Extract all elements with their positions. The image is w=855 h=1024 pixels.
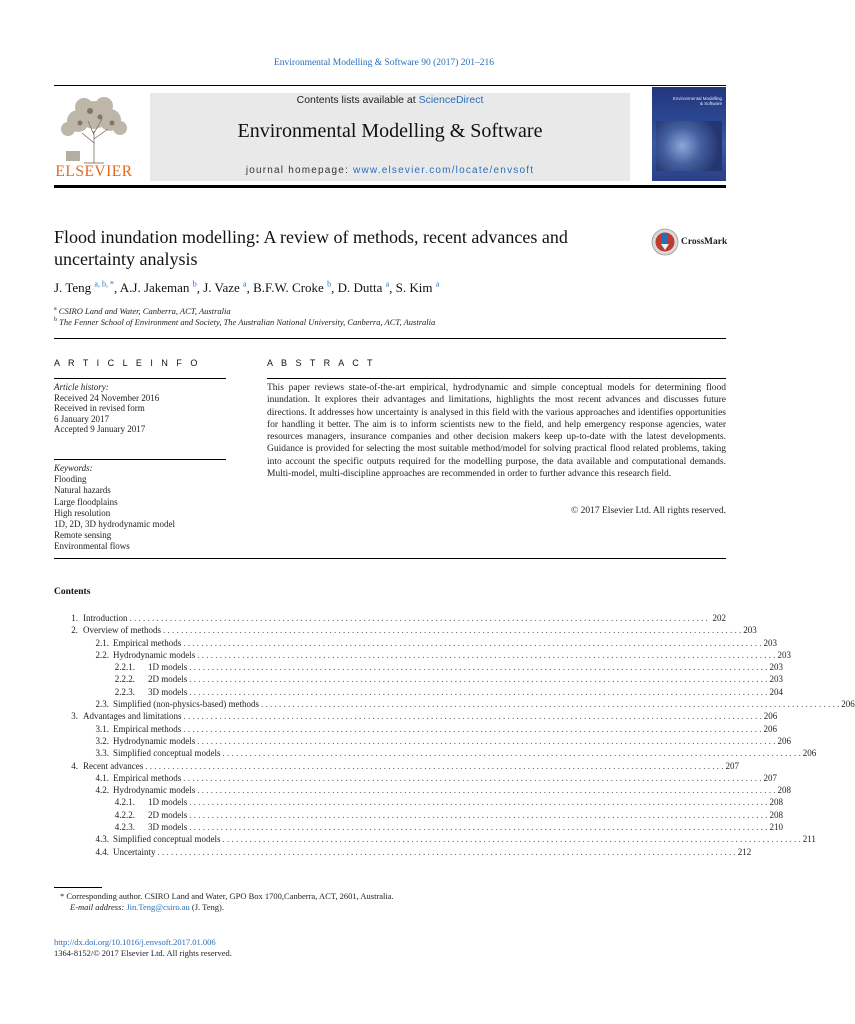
toc-leader-dots: . . . . . . . . . . . . . . . . . . . . . . . . . . . . . . . . . . . . . . . . . . . . . . . . . . . . . . . . . . . . . . . . . . . . . . . . . . . . . . . . . . . . . . . . . . . . . . . . . . . . . . . . . . . . . . . . . . . . . . . . . . . . . . . . . bbox=[222, 834, 801, 845]
toc-label: Advantages and limitations bbox=[83, 711, 182, 722]
toc-page-number: 202 bbox=[712, 613, 726, 623]
toc-entry[interactable] bbox=[54, 772, 777, 785]
keywords-label: Keywords: bbox=[54, 463, 93, 473]
toc-entry[interactable] bbox=[54, 613, 726, 625]
toc-label: 3D models bbox=[148, 686, 188, 697]
abstract-bottom-rule bbox=[54, 558, 726, 559]
toc-label: Simplified conceptual models bbox=[113, 834, 221, 845]
toc-entry[interactable] bbox=[54, 686, 783, 699]
toc-leader-dots: . . . . . . . . . . . . . . . . . . . . . . . . . . . . . . . . . . . . . . . . . . . . . . . . . . . . . . . . . . . . . . . . . . . . . . . . . . . . . . . . . . . . . . . . . . . . . . . . . . . . . . . . . . . . . . . . . . . . . . . . . . . . . . . . . bbox=[189, 662, 768, 673]
toc-page-number: 206 bbox=[802, 748, 817, 759]
homepage-prefix: journal homepage: bbox=[245, 165, 354, 176]
author[interactable]: S. Kim $^a$ bbox=[395, 280, 440, 296]
toc-label: 1D models bbox=[148, 797, 188, 808]
toc-page-number: 206 bbox=[763, 723, 777, 734]
cover-artwork bbox=[656, 121, 722, 171]
toc-page-number: 208 bbox=[769, 797, 783, 808]
toc-leader-dots: . . . . . . . . . . . . . . . . . . . . . . . . . . . . . . . . . . . . . . . . . . . . . . . . . . . . . . . . . . . . . . . . . . . . . . . . . . . . . . . . . . . . . . . . . . . . . . . . . . . . . . . . . . . . . . . . . . . . . . . . . . . . . . . . . bbox=[189, 797, 768, 808]
toc-label: 1D models bbox=[148, 662, 188, 673]
toc-leader-dots: . . . . . . . . . . . . . . . . . . . . . . . . . . . . . . . . . . . . . . . . . . . . . . . . . . . . . . . . . . . . . . . . . . . . . . . . . . . . . . . . . . . . . . . . . . . . . . . . . . . . . . . . . . . . . . . . . . . . . . . . . . . . . . . . . bbox=[157, 846, 736, 857]
toc-entry[interactable] bbox=[54, 662, 783, 674]
publisher-name: ELSEVIER bbox=[55, 163, 133, 180]
toc-page-number: 207 bbox=[763, 772, 777, 783]
toc-number: 4.4. bbox=[95, 846, 109, 857]
table-of-contents bbox=[54, 613, 855, 859]
toc-page-number: 203 bbox=[763, 637, 777, 648]
keyword: Natural hazards bbox=[54, 485, 111, 496]
toc-leader-dots: . . . . . . . . . . . . . . . . . . . . . . . . . . . . . . . . . . . . . . . . . . . . . . . . . . . . . . . . . . . . . . . . . . . . . . . . . . . . . . . . . . . . . . . . . . . . . . . . . . . . . . . . . . . . . . . . . . . . . . . . . . . . . . . . . bbox=[189, 822, 768, 833]
abstract-rule bbox=[267, 378, 726, 379]
toc-entry[interactable] bbox=[54, 711, 778, 723]
keyword: Large floodplains bbox=[54, 496, 118, 507]
toc-leader-dots: . . . . . . . . . . . . . . . . . . . . . . . . . . . . . . . . . . . . . . . . . . . . . . . . . . . . . . . . . . . . . . . . . . . . . . . . . . . . . . . . . . . . . . . . . . . . . . . . . . . . . . . . . . . . . . . . . . . . . . . . . . . . . . . . . bbox=[129, 613, 708, 623]
toc-label: Empirical methods bbox=[113, 772, 182, 783]
toc-page-number: 203 bbox=[777, 649, 791, 660]
toc-leader-dots: . . . . . . . . . . . . . . . . . . . . . . . . . . . . . . . . . . . . . . . . . . . . . . . . . . . . . . . . . . . . . . . . . . . . . . . . . . . . . . . . . . . . . . . . . . . . . . . . . . . . . . . . . . . . . . . . . . . . . . . . . . . . . . . . . bbox=[162, 625, 742, 636]
toc-page-number: 206 bbox=[841, 699, 855, 710]
toc-leader-dots: . . . . . . . . . . . . . . . . . . . . . . . . . . . . . . . . . . . . . . . . . . . . . . . . . . . . . . . . . . . . . . . . . . . . . . . . . . . . . . . . . . . . . . . . . . . . . . . . . . . . . . . . . . . . . . . . . . . . . . . . . . . . . . . . . bbox=[183, 723, 762, 734]
toc-page-number: 212 bbox=[737, 846, 752, 857]
toc-leader-dots: . . . . . . . . . . . . . . . . . . . . . . . . . . . . . . . . . . . . . . . . . . . . . . . . . . . . . . . . . . . . . . . . . . . . . . . . . . . . . . . . . . . . . . . . . . . . . . . . . . . . . . . . . . . . . . . . . . . . . . . . . . . . . . . . . bbox=[183, 711, 762, 722]
toc-entry[interactable] bbox=[54, 785, 791, 797]
toc-number: 2.2.1. bbox=[114, 662, 135, 673]
toc-leader-dots: . . . . . . . . . . . . . . . . . . . . . . . . . . . . . . . . . . . . . . . . . . . . . . . . . . . . . . . . . . . . . . . . . . . . . . . . . . . . . . . . . . . . . . . . . . . . . . . . . . . . . . . . . . . . . . . . . . . . . . . . . . . . . . . . . bbox=[197, 785, 776, 796]
toc-leader-dots: . . . . . . . . . . . . . . . . . . . . . . . . . . . . . . . . . . . . . . . . . . . . . . . . . . . . . . . . . . . . . . . . . . . . . . . . . . . . . . . . . . . . . . . . . . . . . . . . . . . . . . . . . . . . . . . . . . . . . . . . . . . . . . . . . bbox=[189, 686, 768, 697]
toc-number: 4.1. bbox=[95, 772, 109, 783]
toc-leader-dots: . . . . . . . . . . . . . . . . . . . . . . . . . . . . . . . . . . . . . . . . . . . . . . . . . . . . . . . . . . . . . . . . . . . . . . . . . . . . . . . . . . . . . . . . . . . . . . . . . . . . . . . . . . . . . . . . . . . . . . . . . . . . . . . . . bbox=[197, 649, 776, 660]
journal-banner bbox=[150, 93, 630, 181]
toc-page-number: 203 bbox=[769, 662, 783, 673]
toc-page-number: 210 bbox=[769, 822, 783, 833]
contents-available-line bbox=[150, 94, 630, 106]
journal-title: Environmental Modelling & Software bbox=[237, 120, 543, 142]
toc-label: Simplified conceptual models bbox=[113, 748, 221, 759]
toc-number: 3. bbox=[71, 711, 78, 722]
toc-label: Hydrodynamic models bbox=[113, 785, 196, 796]
author[interactable]: D. Dutta $^a$ bbox=[337, 280, 390, 296]
toc-number: 3.3. bbox=[95, 748, 109, 759]
toc-entry[interactable] bbox=[54, 699, 855, 711]
abstract-text: This paper reviews state-of-the-art empirical, hydrodynamic and simple conceptual models for determining flood inundation. It explores their advantages and limitations, highlights the most recent advances and discusses future directions. It addresses how uncertainty is analysed in this field with the various approaches and identifies opportunities for handling it better. The aim is to inform scientists new to the field, and help emergency response agencies, water resources managers, insurance companies and other decision makers keep up-to-date with the latest developments. Guidance is provided for selecting the most suitable method/model for solving practical flood related problems, taking into account the specific outputs required for the modelling purpose, the data available and computational demands. Multi-model, multi-discipline approaches are recommended in order to further advance this research field. bbox=[267, 383, 726, 480]
toc-entry[interactable] bbox=[54, 809, 783, 822]
corresponding-author-note: * Corresponding author. CSIRO Land and Water, GPO Box 1700,Canberra, ACT, 2601, Australia. bbox=[60, 891, 394, 901]
elsevier-logo[interactable] bbox=[54, 93, 134, 181]
journal-header bbox=[54, 93, 726, 181]
toc-leader-dots: . . . . . . . . . . . . . . . . . . . . . . . . . . . . . . . . . . . . . . . . . . . . . . . . . . . . . . . . . . . . . . . . . . . . . . . . . . . . . . . . . . . . . . . . . . . . . . . . . . . . . . . . . . . . . . . . . . . . . . . . . . . . . . . . . bbox=[197, 735, 776, 746]
email-label: E-mail address: bbox=[70, 902, 127, 912]
footnote-rule bbox=[54, 887, 102, 888]
toc-leader-dots: . . . . . . . . . . . . . . . . . . . . . . . . . . . . . . . . . . . . . . . . . . . . . . . . . . . . . . . . . . . . . . . . . . . . . . . . . . . . . . . . . . . . . . . . . . . . . . . . . . . . . . . . . . . . . . . . . . . . . . . . . . . . . . . . . bbox=[189, 809, 768, 820]
toc-label: Uncertainty bbox=[113, 846, 156, 857]
toc-entry[interactable] bbox=[54, 822, 783, 834]
toc-entry[interactable] bbox=[54, 834, 816, 846]
toc-label: Overview of methods bbox=[83, 625, 161, 636]
cover-title: Environmental Modelling & Software bbox=[672, 96, 722, 107]
toc-page-number: 211 bbox=[802, 834, 816, 845]
issn-copyright: 1364-8152/© 2017 Elsevier Ltd. All rights reserved. bbox=[54, 948, 232, 958]
contents-prefix: Contents lists available at bbox=[296, 94, 419, 106]
author[interactable]: J. Vaze $^a$ bbox=[203, 280, 247, 296]
keyword: Environmental flows bbox=[54, 541, 130, 552]
toc-page-number: 204 bbox=[769, 686, 783, 697]
toc-number: 2.1. bbox=[95, 637, 109, 648]
keyword: Flooding bbox=[54, 474, 87, 485]
keywords bbox=[54, 463, 226, 553]
history-item: Accepted 9 January 2017 bbox=[54, 424, 146, 434]
toc-label: 3D models bbox=[148, 822, 188, 833]
article-info-heading: A R T I C L E I N F O bbox=[54, 358, 201, 368]
toc-label: Recent advances bbox=[83, 760, 144, 771]
toc-entry[interactable] bbox=[54, 723, 777, 736]
author[interactable]: B.F.W. Croke $^b$ bbox=[253, 280, 332, 296]
toc-number: 2. bbox=[71, 625, 78, 636]
toc-number: 1. bbox=[71, 613, 78, 623]
journal-homepage bbox=[150, 165, 630, 176]
toc-leader-dots: . . . . . . . . . . . . . . . . . . . . . . . . . . . . . . . . . . . . . . . . . . . . . . . . . . . . . . . . . . . . . . . . . . . . . . . . . . . . . . . . . . . . . . . . . . . . . . . . . . . . . . . . . . . . . . . . . . . . . . . . . . . . . . . . . bbox=[260, 699, 840, 710]
toc-label: Simplified (non-physics-based) methods bbox=[113, 699, 259, 710]
toc-number: 2.2.3. bbox=[114, 686, 135, 697]
article-info-rule bbox=[54, 378, 226, 379]
toc-page-number: 206 bbox=[777, 735, 791, 746]
author[interactable]: J. Teng $^{a, b, *}$ bbox=[54, 280, 114, 296]
toc-label: 2D models bbox=[148, 674, 188, 685]
toc-number: 4.2. bbox=[95, 785, 109, 796]
affiliation: $^b$ The Fenner School of Environment and Society, The Australian National University, Canberra, ACT, Australia bbox=[54, 317, 436, 327]
toc-number: 2.3. bbox=[95, 699, 109, 710]
toc-number: 3.2. bbox=[95, 735, 109, 746]
abstract-heading: A B S T R A C T bbox=[267, 358, 376, 368]
toc-entry[interactable] bbox=[54, 735, 791, 748]
elsevier-tree-icon bbox=[54, 93, 134, 165]
toc-leader-dots: . . . . . . . . . . . . . . . . . . . . . . . . . . . . . . . . . . . . . . . . . . . . . . . . . . . . . . . . . . . . . . . . . . . . . . . . . . . . . . . . . . . . . . . . . . . . . . . . . . . . . . . . . . . . . . . . . . . . . . . . . . . . . . . . . bbox=[145, 760, 724, 771]
toc-label: Introduction bbox=[83, 613, 128, 623]
toc-leader-dots: . . . . . . . . . . . . . . . . . . . . . . . . . . . . . . . . . . . . . . . . . . . . . . . . . . . . . . . . . . . . . . . . . . . . . . . . . . . . . . . . . . . . . . . . . . . . . . . . . . . . . . . . . . . . . . . . . . . . . . . . . . . . . . . . . bbox=[189, 674, 768, 685]
toc-entry[interactable] bbox=[54, 625, 757, 637]
paper-title: Flood inundation modelling: A review of methods, recent advances and uncertainty analysis bbox=[54, 227, 568, 269]
toc-label: Empirical methods bbox=[113, 637, 182, 648]
history-label: Article history: bbox=[54, 382, 109, 392]
toc-number: 4. bbox=[71, 760, 78, 771]
toc-page-number: 207 bbox=[725, 760, 739, 771]
email-link[interactable]: Jin.Teng@csiro.au bbox=[126, 902, 190, 912]
keyword: 1D, 2D, 3D hydrodynamic model bbox=[54, 519, 175, 530]
toc-number: 4.2.3. bbox=[114, 822, 135, 833]
header-top-rule bbox=[54, 85, 726, 86]
doi-link[interactable]: http://dx.doi.org/10.1016/j.envsoft.2017.01.006 bbox=[54, 937, 216, 947]
toc-entry[interactable] bbox=[54, 797, 783, 809]
toc-entry[interactable] bbox=[54, 846, 752, 859]
toc-number: 4.2.1. bbox=[114, 797, 135, 808]
affiliation: $^a$ CSIRO Land and Water, Canberra, ACT, Australia bbox=[54, 306, 231, 316]
homepage-link[interactable]: www.elsevier.com/locate/envsoft bbox=[353, 165, 535, 176]
email-suffix: (J. Teng). bbox=[189, 902, 224, 912]
toc-label: 2D models bbox=[148, 809, 188, 820]
toc-page-number: 208 bbox=[769, 809, 783, 820]
header-bottom-rule bbox=[54, 185, 726, 188]
toc-leader-dots: . . . . . . . . . . . . . . . . . . . . . . . . . . . . . . . . . . . . . . . . . . . . . . . . . . . . . . . . . . . . . . . . . . . . . . . . . . . . . . . . . . . . . . . . . . . . . . . . . . . . . . . . . . . . . . . . . . . . . . . . . . . . . . . . . bbox=[183, 772, 762, 783]
toc-entry[interactable] bbox=[54, 760, 739, 773]
history-item: 6 January 2017 bbox=[54, 413, 109, 424]
journal-cover-image[interactable] bbox=[652, 87, 726, 181]
affiliation-divider bbox=[54, 338, 726, 339]
contents-heading: Contents bbox=[54, 587, 91, 597]
abstract-copyright: © 2017 Elsevier Ltd. All rights reserved. bbox=[571, 506, 726, 516]
email-line bbox=[54, 902, 394, 913]
keyword: Remote sensing bbox=[54, 530, 112, 541]
crossmark-badge[interactable] bbox=[651, 228, 731, 258]
history-item: Received in revised form bbox=[54, 403, 145, 413]
toc-leader-dots: . . . . . . . . . . . . . . . . . . . . . . . . . . . . . . . . . . . . . . . . . . . . . . . . . . . . . . . . . . . . . . . . . . . . . . . . . . . . . . . . . . . . . . . . . . . . . . . . . . . . . . . . . . . . . . . . . . . . . . . . . . . . . . . . . bbox=[222, 748, 801, 759]
toc-number: 2.2. bbox=[95, 649, 109, 660]
author-list: J. Teng $^{a, b, *}$, A.J. Jakeman $^b$, J. Vaze $^a$, B.F.W. Croke $^b$, D. Dutta $^a$, S. Kim $^a$ bbox=[54, 280, 440, 296]
toc-page-number: 203 bbox=[769, 674, 783, 685]
article-history bbox=[54, 382, 226, 435]
toc-page-number: 208 bbox=[777, 785, 791, 796]
toc-label: Hydrodynamic models bbox=[113, 735, 196, 746]
author[interactable]: A.J. Jakeman $^b$ bbox=[119, 280, 197, 296]
journal-citation[interactable]: Environmental Modelling & Software 90 (2017) 201–216 bbox=[273, 58, 495, 68]
toc-number: 4.2.2. bbox=[114, 809, 135, 820]
toc-entry[interactable] bbox=[54, 748, 817, 760]
toc-entry[interactable] bbox=[54, 674, 783, 686]
toc-leader-dots: . . . . . . . . . . . . . . . . . . . . . . . . . . . . . . . . . . . . . . . . . . . . . . . . . . . . . . . . . . . . . . . . . . . . . . . . . . . . . . . . . . . . . . . . . . . . . . . . . . . . . . . . . . . . . . . . . . . . . . . . . . . . . . . . . bbox=[183, 637, 762, 648]
sciencedirect-link[interactable]: ScienceDirect bbox=[418, 94, 484, 106]
history-item: Received 24 November 2016 bbox=[54, 392, 160, 403]
toc-page-number: 206 bbox=[763, 711, 778, 722]
corresponding-footnote bbox=[54, 891, 394, 913]
toc-label: Hydrodynamic models bbox=[113, 649, 196, 660]
toc-number: 3.1. bbox=[95, 723, 109, 734]
toc-entry[interactable] bbox=[54, 649, 791, 662]
crossmark-label: CrossMark bbox=[681, 237, 728, 247]
keywords-rule bbox=[54, 459, 226, 460]
toc-number: 4.3. bbox=[95, 834, 109, 845]
crossmark-icon bbox=[651, 228, 679, 256]
toc-entry[interactable] bbox=[54, 637, 777, 650]
toc-label: Empirical methods bbox=[113, 723, 182, 734]
toc-number: 2.2.2. bbox=[114, 674, 135, 685]
toc-page-number: 203 bbox=[743, 625, 757, 636]
keyword: High resolution bbox=[54, 507, 111, 518]
